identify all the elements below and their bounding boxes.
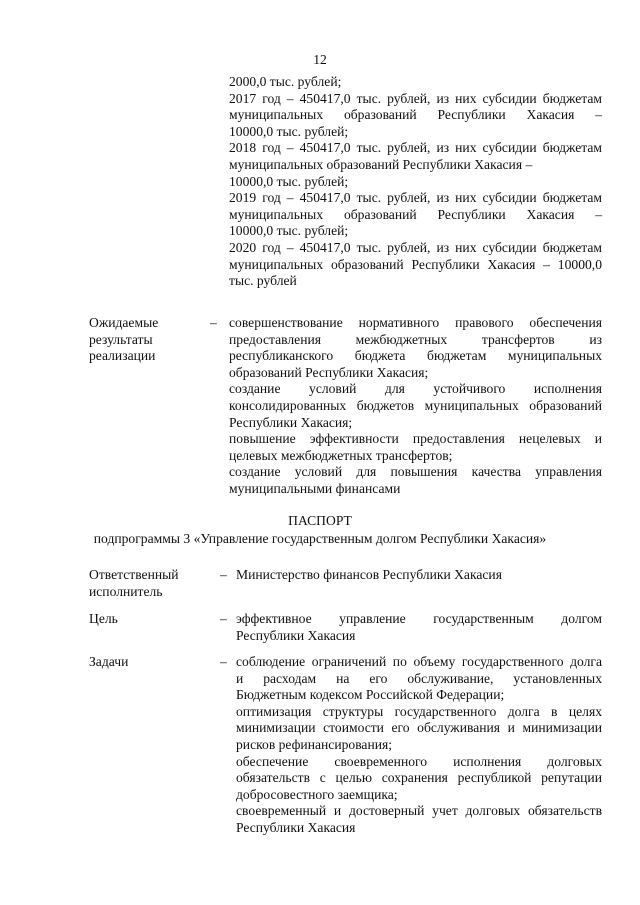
text-line: рисков рефинансирования; [236, 736, 393, 752]
text-line: республиканского бюджета бюджетам муниципальных [229, 348, 602, 364]
label-line: Задачи [89, 654, 129, 669]
text-line: целевых межбюджетных трансфертов; [229, 447, 453, 463]
text-line: оптимизация структуры государственного долга в целях [236, 703, 602, 719]
tasks-text [236, 654, 602, 837]
text-line: добросовестного заемщика; [236, 786, 398, 802]
text-line: Республики Хакасия [236, 819, 356, 835]
text-line: тыс. рублей [229, 273, 297, 289]
text-line: 2000,0 тыс. рублей; [229, 74, 342, 89]
text-line: и расходам на его обслуживание, установленных [236, 670, 602, 686]
text-line: муниципальных образований Республики Хакасия – [229, 206, 602, 222]
label-line: результаты [89, 331, 153, 347]
label-line: Цель [89, 611, 118, 626]
text-line: Республики Хакасия [236, 627, 356, 643]
dash-separator: – [220, 567, 227, 582]
text-line: своевременный и достоверный учет долговых обязательств [236, 803, 602, 819]
text-line: муниципальных образований Республики Хакасия – [229, 107, 602, 123]
text-line: Министерство финансов Республики Хакасия [236, 567, 502, 582]
tasks-label [89, 654, 128, 671]
goal-label [89, 611, 118, 628]
label-line: Ответственный [89, 567, 179, 582]
label-line: исполнитель [89, 583, 163, 599]
text-line: 2020 год – 450417,0 тыс. рублей, из них субсидии бюджетам [229, 239, 602, 255]
expected-results-label [89, 315, 158, 365]
text-line: 2018 год – 450417,0 тыс. рублей, из них субсидии бюджетам [229, 140, 602, 156]
text-line: муниципальными финансами [229, 480, 401, 496]
text-line: образований Республики Хакасия; [229, 364, 429, 380]
text-line: 10000,0 тыс. рублей; [229, 123, 349, 139]
text-line: 2017 год – 450417,0 тыс. рублей, из них субсидии бюджетам [229, 90, 602, 106]
responsible-label [89, 567, 179, 600]
text-line: совершенствование нормативного правового обеспечения [229, 315, 602, 330]
text-line: 10000,0 тыс. рублей; [229, 173, 349, 189]
text-line: предоставления межбюджетных трансфертов из [229, 331, 602, 347]
goal-text [236, 611, 602, 644]
responsible-text [236, 567, 602, 584]
text-line: Бюджетным кодексом Российской Федерации; [236, 687, 505, 703]
dash-separator: – [220, 654, 227, 669]
passport-subtitle: подпрограммы 3 «Управление государственным долгом Республики Хакасия» [93, 531, 547, 546]
dash-separator: – [220, 611, 227, 626]
text-line: Республики Хакасия; [229, 414, 353, 430]
page-number: 12 [313, 52, 327, 67]
label-line: реализации [89, 348, 156, 364]
text-line: обеспечение своевременного исполнения долговых [236, 753, 602, 769]
label-line: Ожидаемые [89, 315, 159, 330]
text-line: муниципальных образований Республики Хакасия – [229, 156, 533, 172]
text-line: муниципальных образований Республики Хакасия – 10000,0 [229, 256, 602, 272]
dash-separator: – [210, 315, 217, 330]
expected-results-text [229, 315, 602, 498]
text-line: создание условий для повышения качества управления [229, 464, 602, 480]
text-line: соблюдение ограничений по объему государственного долга [236, 654, 602, 669]
text-line: обязательств с целью сохранения республикой репутации [236, 770, 602, 786]
text-line: создание условий для устойчивого исполнения [229, 381, 602, 397]
funding-volume-text [229, 74, 602, 290]
text-line: повышение эффективности предоставления нецелевых и [229, 431, 602, 447]
text-line: 10000,0 тыс. рублей; [229, 223, 349, 239]
text-line: минимизации стоимости его обслуживания и минимизации [236, 720, 602, 736]
text-line: консолидированных бюджетов муниципальных образований [229, 397, 602, 413]
text-line: эффективное управление государственным долгом [236, 611, 602, 626]
text-line: 2019 год – 450417,0 тыс. рублей, из них субсидии бюджетам [229, 190, 602, 206]
passport-title: ПАСПОРТ [288, 513, 352, 528]
